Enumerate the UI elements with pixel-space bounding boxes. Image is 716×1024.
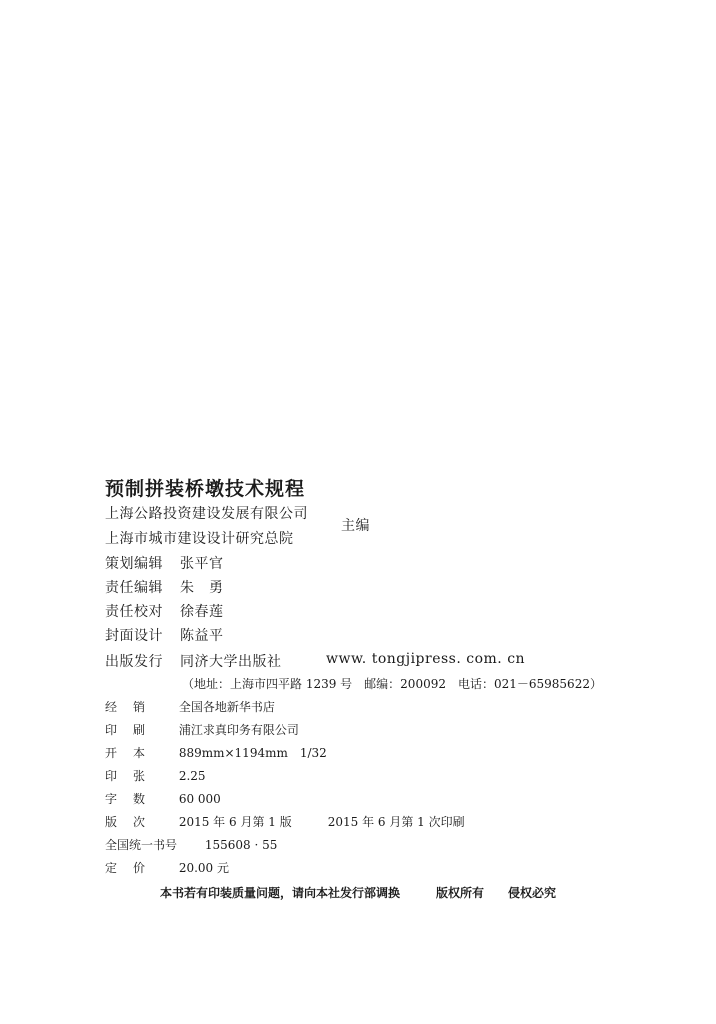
detail-label-a: 版 xyxy=(105,815,118,829)
copyright-notice: 本书若有印装质量问题，请向本社发行部调换 版权所有 侵权必究 xyxy=(160,886,557,900)
staff-row-editor xyxy=(105,577,223,597)
detail-label-b: 价 xyxy=(133,861,146,875)
detail-value: 20.00 元 xyxy=(178,861,229,875)
editor-org-1: 上海公路投资建设发展有限公司 xyxy=(105,506,308,522)
detail-value: 全国各地新华书店 xyxy=(178,700,275,714)
detail-value: 2.25 xyxy=(178,769,206,783)
detail-label-full: 全国统一书号 xyxy=(105,838,178,852)
detail-row-book-number xyxy=(105,836,277,853)
detail-value: 155608 · 55 xyxy=(204,838,278,852)
editor-org-2: 上海市城市建设设计研究总院 xyxy=(105,531,294,547)
staff-label: 责任校对 xyxy=(105,604,163,620)
staff-value: 朱 勇 xyxy=(179,580,224,596)
editor-role: 主编 xyxy=(341,518,370,534)
detail-label-a: 开 xyxy=(105,746,118,760)
detail-row-sheets xyxy=(105,767,206,784)
staff-value: 陈益平 xyxy=(179,628,224,644)
detail-label-b: 张 xyxy=(133,769,146,783)
book-title: 预制拼装桥墩技术规程 xyxy=(105,478,306,500)
detail-row-printer xyxy=(105,721,299,738)
staff-label: 策划编辑 xyxy=(105,556,163,572)
detail-value: 2015 年 6 月第 1 版 2015 年 6 月第 1 次印刷 xyxy=(178,815,465,829)
detail-value: 浦江求真印务有限公司 xyxy=(178,723,299,737)
detail-row-edition xyxy=(105,813,465,830)
detail-label-a: 字 xyxy=(105,792,118,806)
detail-row-format xyxy=(105,744,327,761)
detail-label-a: 经 xyxy=(105,700,118,714)
staff-row-cover-design xyxy=(105,625,223,645)
staff-value: 徐春莲 xyxy=(179,604,224,620)
detail-row-distribution xyxy=(105,698,275,715)
detail-label-b: 刷 xyxy=(133,723,146,737)
publisher-address: （地址：上海市四平路 1239 号 邮编：200092 电话：021－65985622） xyxy=(182,677,602,691)
detail-label-b: 本 xyxy=(133,746,146,760)
detail-label-a: 定 xyxy=(105,861,118,875)
detail-value: 889mm×1194mm 1/32 xyxy=(178,746,327,760)
publisher-row xyxy=(105,651,281,671)
publisher-website: www. tongjipress. com. cn xyxy=(326,651,526,667)
detail-row-word-count xyxy=(105,790,221,807)
detail-label-b: 次 xyxy=(133,815,146,829)
staff-value: 张平官 xyxy=(179,556,224,572)
detail-label-b: 销 xyxy=(133,700,146,714)
detail-label-b: 数 xyxy=(133,792,146,806)
staff-row-proofreader xyxy=(105,601,223,621)
publisher-label: 出版发行 xyxy=(105,654,163,670)
detail-value: 60 000 xyxy=(178,792,221,806)
detail-row-price xyxy=(105,859,229,876)
publisher-name: 同济大学出版社 xyxy=(179,654,282,670)
detail-label-a: 印 xyxy=(105,769,118,783)
staff-row-planning xyxy=(105,553,223,573)
detail-label-a: 印 xyxy=(105,723,118,737)
staff-label: 责任编辑 xyxy=(105,580,163,596)
staff-label: 封面设计 xyxy=(105,628,163,644)
